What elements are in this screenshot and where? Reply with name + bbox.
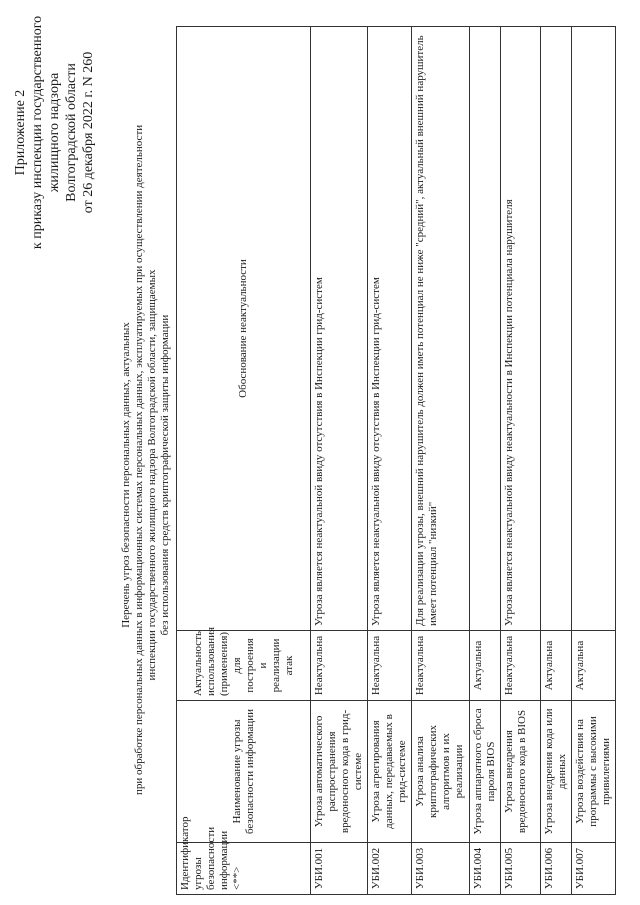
cell-name: Угроза агрегирования данных, передаваемых в грид-системе (368, 701, 412, 843)
title-line: без использования средств криптографической защиты информации (159, 314, 171, 636)
title-line: инспекции государственного жилищного надзора Волгоградской области, защищаемых (146, 269, 158, 681)
table-row (501, 27, 541, 895)
table-row (412, 27, 470, 895)
cell-name: Угроза воздействия на программы с высокими привилегиями (572, 701, 616, 843)
cell-id: УБИ.004 (470, 843, 501, 895)
threats-table (176, 26, 616, 895)
cell-relevance: Неактуальна (368, 631, 412, 701)
cell-id: УБИ.007 (572, 843, 616, 895)
appendix-block (12, 15, 97, 250)
table-row (311, 27, 368, 895)
cell-reason: Угроза является неактуальной ввиду отсутствия в Инспекции грид-систем (368, 27, 412, 631)
table-header-row (177, 27, 311, 895)
cell-id: УБИ.003 (412, 843, 470, 895)
table-row (572, 27, 616, 895)
cell-relevance: Актуальна (541, 631, 572, 701)
cell-reason: Для реализации угрозы, внешний нарушитель должен иметь потенциал не ниже "средний", актуальный внешний нарушитель имеет потенциал "низкий" (412, 27, 470, 631)
appendix-line: к приказу инспекции государственного (30, 15, 45, 250)
cell-name: Угроза автоматического распространения вредоносного кода в грид-системе (311, 701, 368, 843)
cell-relevance: Неактуальна (311, 631, 368, 701)
title-line: при обработке персональных данных в информационных системах персональных данных, эксплуатируемых при осуществлении деятельности (133, 124, 145, 795)
cell-id: УБИ.006 (541, 843, 572, 895)
cell-name: Угроза анализа криптографических алгоритмов и их реализации (412, 701, 470, 843)
cell-reason: Угроза является неактуальной ввиду неактуальности в Инспекции потенциала нарушителя (501, 27, 541, 631)
cell-reason (541, 27, 572, 631)
cell-reason (572, 27, 616, 631)
cell-id: УБИ.001 (311, 843, 368, 895)
cell-reason: Угроза является неактуальной ввиду отсутствия в Инспекции грид-систем (311, 27, 368, 631)
header-id: Идентификатор угрозы безопасности информации <**> (177, 843, 311, 895)
header-name: Наименование угрозы безопасности информации (177, 701, 311, 843)
table-row (368, 27, 412, 895)
cell-id: УБИ.002 (368, 843, 412, 895)
appendix-line: Волгоградской области (64, 63, 79, 202)
table-row (470, 27, 501, 895)
appendix-line: жилищного надзора (47, 72, 62, 193)
cell-relevance: Актуальна (572, 631, 616, 701)
table-row (541, 27, 572, 895)
appendix-line: от 26 декабря 2022 г. N 260 (81, 51, 96, 214)
header-relevance: Актуальность использования (применения) для построения и реализации атак (177, 631, 311, 701)
header-reason: Обоснование неактуальности (177, 27, 311, 631)
cell-reason (470, 27, 501, 631)
cell-relevance: Актуальна (470, 631, 501, 701)
cell-name: Угроза аппаратного сброса пароля BIOS (470, 701, 501, 843)
cell-relevance: Неактуальна (501, 631, 541, 701)
title-line: Перечень угроз безопасности персональных данных, актуальных (120, 322, 132, 628)
cell-name: Угроза внедрения вредоносного кода в BIOS (501, 701, 541, 843)
cell-id: УБИ.005 (501, 843, 541, 895)
appendix-line: Приложение 2 (13, 89, 28, 176)
document-title (120, 124, 172, 795)
cell-relevance: Неактуальна (412, 631, 470, 701)
cell-name: Угроза внедрения кода или данных (541, 701, 572, 843)
